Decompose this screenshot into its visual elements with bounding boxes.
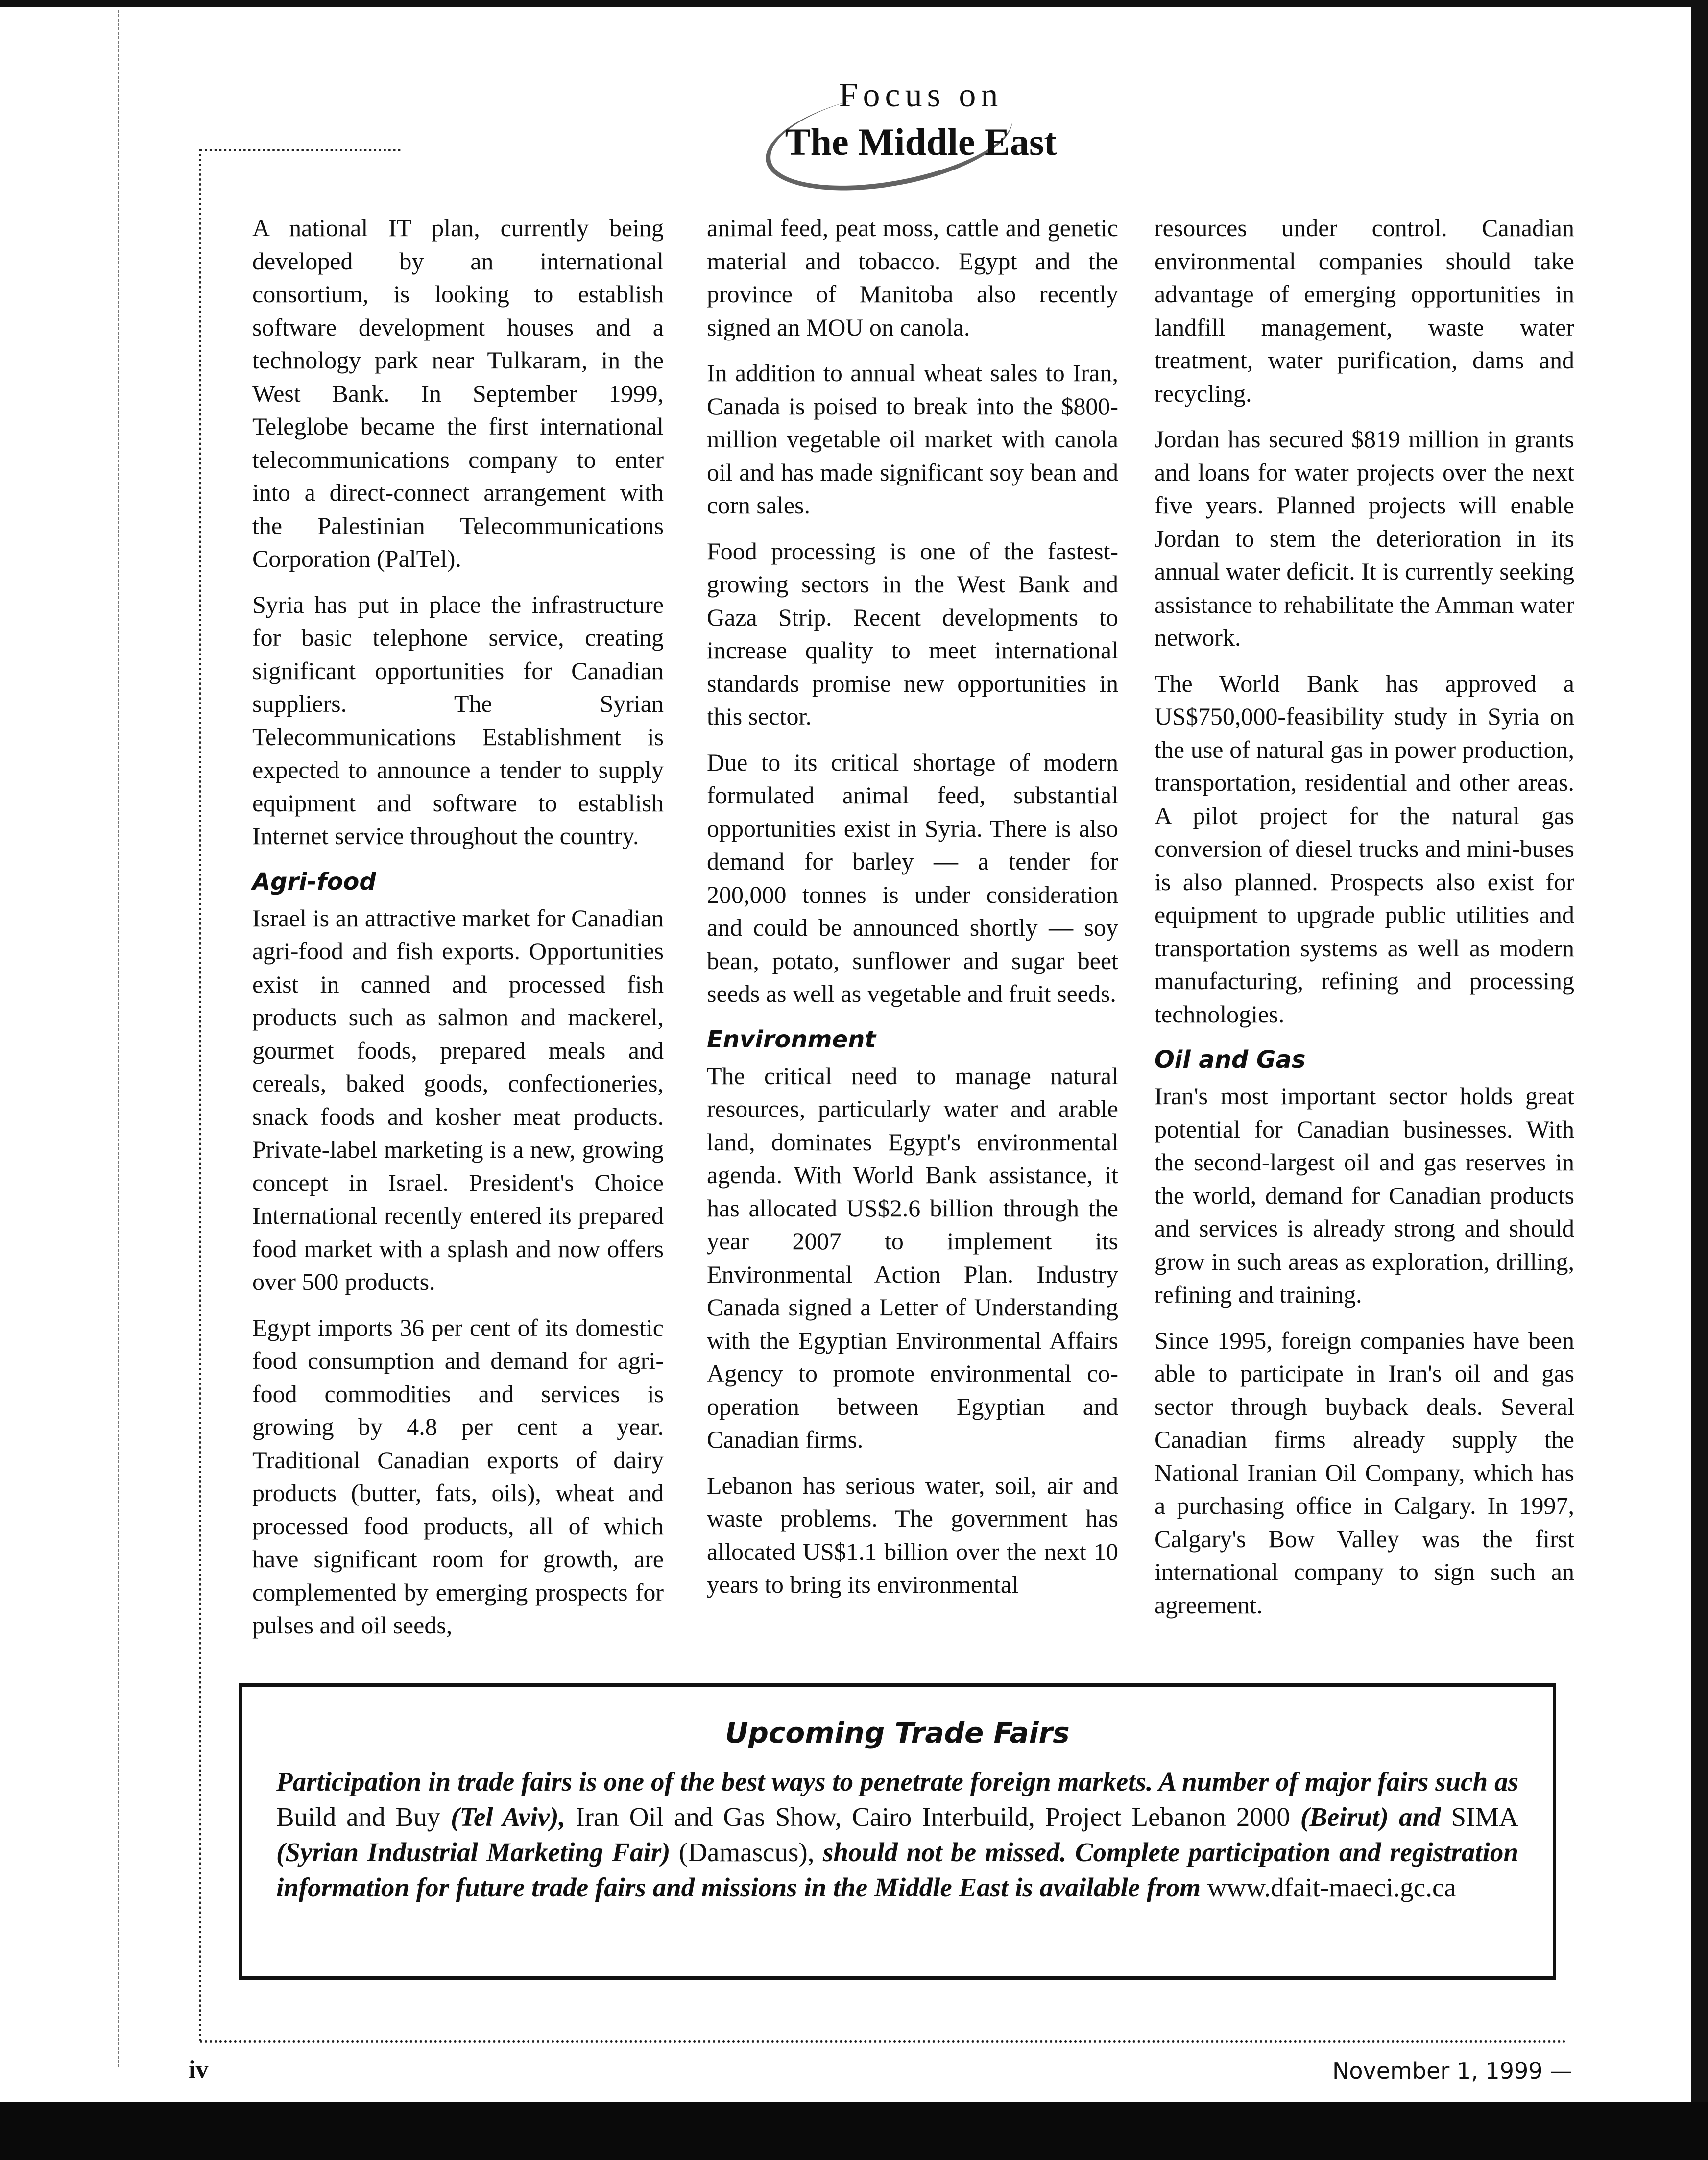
paragraph: The critical need to manage natural resources, particularly water and arable land, dominates Egypt's environmental agenda. With World Bank assistance, it has allocated US$2.6 billion through the year 2007 to implement its Environmental Action Plan. Industry Canada signed a Letter of Understanding with the Egyptian Environmental Affairs Agency to promote environmental co-operation between Egyptian and Canadian firms. (707, 1062, 1118, 1453)
paragraph: Jordan has secured $819 million in grants and loans for water projects over the next five years. Planned projects will enable Jordan to stem the deterioration in its annual water deficit. It is currently seeking assistance to rehabilitate the Amman water network. (1155, 425, 1574, 651)
box-text-segment: should not be missed. Complete participation and registration information for future trade fairs and missions in the Middle East is available from (276, 1837, 1518, 1902)
box-text-segment: (Beirut) and (1300, 1802, 1451, 1832)
box-text-segment: (Tel Aviv), (451, 1802, 576, 1832)
paragraph: A national IT plan, currently being developed by an international consortium, is looking to establish software development houses and a technology park near Tulkaram, in the West Bank. In September 1999, Teleglobe became the first international telecommunications company to enter into a direct-connect arrangement with the Palestinian Telecommunications Corporation (PalTel). (252, 214, 664, 572)
box-text-segment: SIMA (1451, 1802, 1518, 1832)
box-text-segment: www.dfait-maeci.gc.ca (1207, 1872, 1456, 1902)
box-text-segment: Iran Oil and Gas Show, Cairo Interbuild, Project Lebanon 2000 (576, 1802, 1300, 1832)
paragraph: Syria has put in place the infrastructure for basic telephone service, creating significant opportunities for Canadian suppliers. The Syrian Telecommunications Establishment is expected to announce a tender to supply equipment and software to establish Internet service throughout the country. (252, 590, 664, 849)
header-line2: The Middle East (785, 121, 1057, 163)
article-column-3 (1155, 212, 1574, 1634)
box-text-segment: Build and Buy (276, 1802, 451, 1832)
paragraph: Lebanon has serious water, soil, air and waste problems. The government has allocated US$1.1 billion over the next 10 years to bring its environmental (707, 1471, 1118, 1598)
dotted-rule-top (200, 149, 401, 151)
trade-fairs-box (239, 1683, 1556, 1980)
paragraph: Due to its critical shortage of modern formulated animal feed, substantial opportunities exist in Syria. There is also demand for barley — a tender for 200,000 tonnes is under consideration and could be announced shortly — soy bean, potato, sunflower and sugar beet seeds as well as vegetable and fruit seeds. (707, 748, 1118, 1007)
box-text-segment: (Syrian Industrial Marketing Fair) (276, 1837, 679, 1867)
page-header (725, 73, 1117, 167)
scan-top-edge (0, 0, 1708, 7)
paragraph: In addition to annual wheat sales to Iran, Canada is poised to break into the $800-million vegetable oil market with canola oil and has made significant soy bean and corn sales. (707, 359, 1118, 519)
box-text (276, 1764, 1518, 1905)
header-line1: Focus on (839, 76, 1003, 114)
box-text-segment: (Damascus), (679, 1837, 823, 1867)
box-text-segment: Participation in trade fairs is one of the best ways to penetrate foreign markets. A number of major fairs such as (276, 1767, 1518, 1796)
section-heading: Oil and Gas (1155, 1046, 1306, 1073)
paragraph: Food processing is one of the fastest-growing sectors in the West Bank and Gaza Strip. Recent developments to increase quality to meet international standards promise new opportunities in this sector. (707, 537, 1118, 730)
paragraph: Since 1995, foreign companies have been able to participate in Iran's oil and gas sector through buyback deals. Several Canadian firms already supply the National Iranian Oil Company, which has a purchasing office in Calgary. In 1997, Calgary's Bow Valley was the first international company to sign such an agreement. (1155, 1326, 1574, 1619)
article-column-2 (707, 212, 1118, 1614)
binding-marks (118, 10, 134, 2067)
section-heading: Environment (707, 1025, 876, 1053)
scan-bottom-edge (0, 2102, 1708, 2160)
dotted-rule-left (199, 149, 201, 2043)
section-heading: Agri-food (252, 868, 376, 896)
dotted-rule-bottom (200, 2040, 1566, 2043)
issue-date: November 1, 1999 — (1332, 2058, 1573, 2084)
paragraph: resources under control. Canadian environmental companies should take advantage of emerging opportunities in landfill management, waste water treatment, water purification, dams and recycling. (1155, 214, 1574, 407)
page-number: iv (189, 2056, 209, 2084)
paragraph: Iran's most important sector holds great potential for Canadian businesses. With the second-largest oil and gas reserves in the world, demand for Canadian products and services is already strong and should grow in such areas as exploration, drilling, refining and training. (1155, 1082, 1574, 1308)
paragraph: The World Bank has approved a US$750,000-feasibility study in Syria on the use of natural gas in power production, transportation, residential and other areas. A pilot project for the natural gas conversion of diesel trucks and mini-buses is also planned. Prospects also exist for equipment to upgrade public utilities and transportation systems as well as modern manufacturing, refining and processing technologies. (1155, 669, 1574, 1028)
paragraph: Egypt imports 36 per cent of its domestic food consumption and demand for agri-food commodities and services is growing by 4.8 per cent a year. Traditional Canadian exports of dairy products (butter, fats, oils), wheat and processed food products, all of which have significant room for growth, are complemented by emerging prospects for pulses and oil seeds, (252, 1313, 664, 1639)
paragraph: Israel is an attractive market for Canadian agri-food and fish exports. Opportunities exist in canned and processed fish products such as salmon and mackerel, gourmet foods, prepared meals and cereals, baked goods, confectioneries, snack foods and kosher meat products. Private-label marketing is a new, growing concept in Israel. President's Choice International recently entered its prepared food market with a splash and now offers over 500 products. (252, 904, 664, 1295)
scan-right-edge (1691, 0, 1708, 2107)
box-title: Upcoming Trade Fairs (725, 1716, 1070, 1749)
paragraph: animal feed, peat moss, cattle and genetic material and tobacco. Egypt and the province of Manitoba also recently signed an MOU on canola. (707, 214, 1118, 341)
article-column-1 (252, 212, 664, 1655)
